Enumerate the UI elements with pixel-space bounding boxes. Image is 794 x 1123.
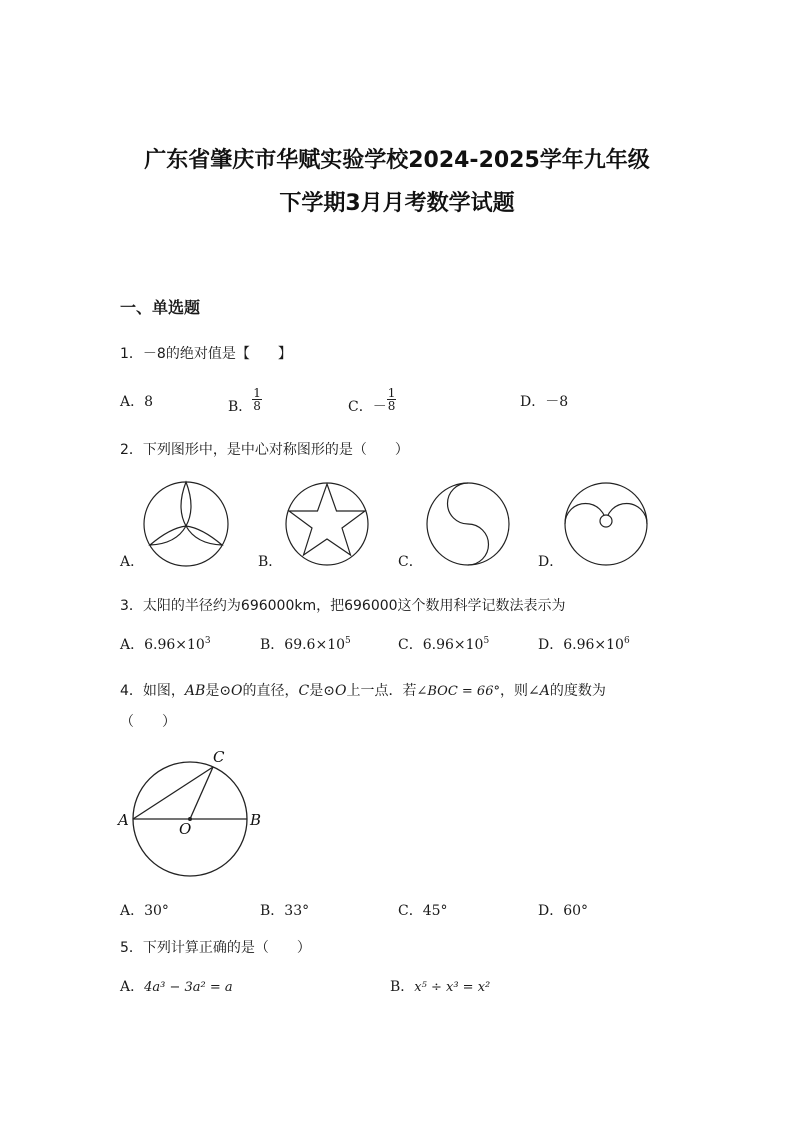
q4-angle-a: ∠A (527, 683, 550, 699)
question-4-stem (120, 680, 606, 700)
label-point-b: B (250, 811, 262, 829)
q3-option-c-base: C．6.96×10 (398, 637, 484, 653)
q3-option-b-exponent: 5 (345, 636, 351, 646)
q4-option-d: D．60° (538, 903, 589, 919)
q5-option-a (120, 976, 233, 996)
fraction-denominator: 8 (387, 398, 396, 413)
q4-circle-o-symbol-2: ⊙O (323, 683, 347, 699)
q2-option-a-label: A． (120, 554, 145, 570)
q2-option-d-label: D． (538, 554, 564, 570)
q3-option-d-base: D．6.96×10 (538, 637, 624, 653)
q4-point-c: C (298, 683, 310, 699)
q5-option-a-label: A． (120, 979, 145, 995)
q5-option-b-label: B． (390, 979, 415, 995)
q4-circle-o-symbol: ⊙O (219, 683, 243, 699)
q2-figure-a-trefoil (140, 478, 232, 570)
q3-option-b (260, 634, 351, 654)
label-point-c: C (213, 748, 225, 766)
question-3-stem: 3．太阳的半径约为696000km，把696000这个数用科学记数法表示为 (120, 598, 566, 614)
q2-figure-c-yin-yang (422, 478, 514, 570)
q4-text-4: 上一点．若 (346, 683, 417, 699)
q4-option-a: A．30° (120, 903, 169, 919)
q1-option-d: D．－8 (520, 394, 569, 410)
fraction-numerator: 1 (253, 385, 261, 400)
q4-text-5: ，则 (499, 683, 528, 699)
question-1-stem: 1．－8的绝对值是【 】 (120, 346, 292, 362)
q4-answer-paren: （ ） (120, 714, 176, 730)
q1-option-c (348, 382, 396, 416)
q4-text-3: 是 (309, 683, 324, 699)
q2-option-c-label: C． (398, 554, 423, 570)
q4-angle-boc: ∠BOC = 66° (416, 684, 500, 699)
q3-option-d-exponent: 6 (623, 636, 630, 646)
q4-text-6: 的度数为 (549, 683, 606, 699)
q3-option-b-base: B．69.6×10 (260, 637, 346, 653)
q1-option-b (228, 382, 262, 416)
q3-option-a (120, 634, 211, 654)
q1-option-c-label: C．－ (348, 399, 387, 415)
q4-option-c: C．45° (398, 903, 448, 919)
q3-option-a-exponent: 3 (204, 636, 211, 646)
page-title-line1: 广东省肇庆市华赋实验学校2024-2025学年九年级 (144, 148, 650, 173)
fraction-denominator: 8 (253, 398, 261, 413)
q4-option-b: B．33° (260, 903, 310, 919)
q3-option-d (538, 634, 630, 654)
q4-circle-diagram (112, 745, 272, 880)
q3-option-a-base: A．6.96×10 (120, 637, 205, 653)
q2-option-b-label: B． (258, 554, 283, 570)
q4-number: 4．如图， (120, 683, 185, 699)
page-title-line2: 下学期3月月考数学试题 (279, 191, 515, 216)
q3-option-c-exponent: 5 (483, 636, 490, 646)
q1-option-b-label: B． (228, 399, 253, 415)
q4-segment-ab: AB (184, 683, 206, 699)
q1-option-a: A．8 (120, 394, 154, 410)
q4-text-2: 的直径， (242, 683, 299, 699)
q2-figure-b-star (281, 478, 373, 570)
question-5-stem: 5．下列计算正确的是（ ） (120, 940, 311, 956)
q4-text-1: 是 (205, 683, 220, 699)
q5-option-b-expression: x⁵ ÷ x³ = x² (414, 980, 491, 995)
q5-option-a-expression: 4a³ − 3a² = a (144, 980, 233, 995)
fraction-numerator: 1 (387, 385, 396, 400)
label-point-a: A (118, 811, 129, 829)
q1-option-b-fraction (252, 387, 262, 412)
q3-option-c (398, 634, 489, 654)
q2-figure-d-heart-arcs (560, 478, 652, 570)
section-heading: 一、单选题 (120, 298, 201, 317)
question-2-stem: 2．下列图形中，是中心对称图形的是（ ） (120, 442, 409, 458)
q5-option-b (390, 976, 490, 996)
label-point-o: O (179, 820, 192, 838)
q1-option-c-fraction (387, 387, 397, 412)
